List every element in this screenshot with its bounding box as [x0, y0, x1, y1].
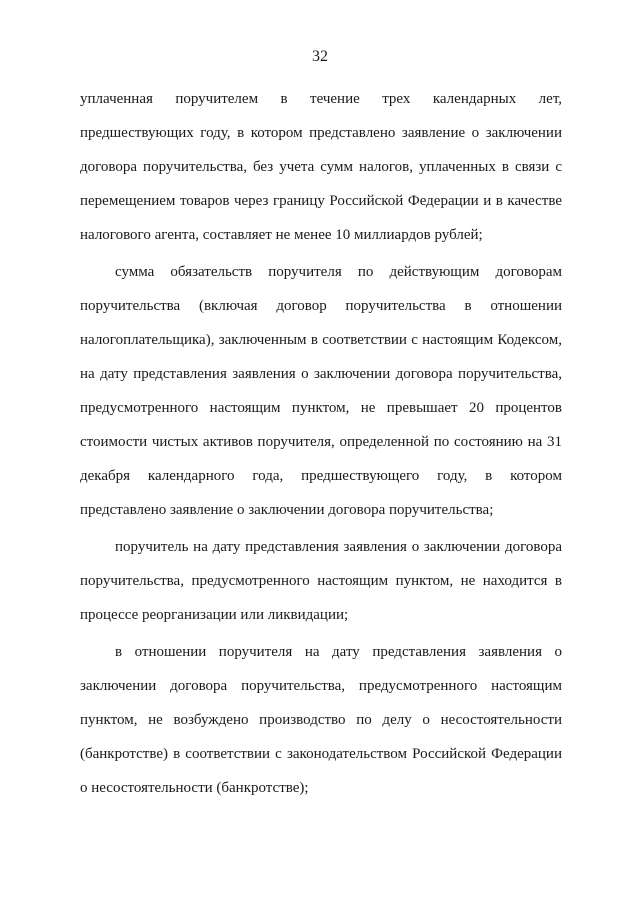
paragraph-line: перемещением товаров через границу Российской Федерации и в качестве — [80, 193, 562, 209]
paragraph-line: процессе реорганизации или ликвидации; — [80, 607, 349, 623]
paragraph-line: пунктом, не возбуждено производство по делу о несостоятельности — [80, 712, 562, 728]
page-number: 32 — [312, 48, 328, 65]
paragraph-line: представлено заявление о заключении договора поручительства; — [80, 502, 494, 518]
paragraph-line: налогоплательщика), заключенным в соответствии с настоящим Кодексом, — [80, 332, 562, 348]
paragraph-line: о несостоятельности (банкротстве); — [80, 780, 309, 796]
paragraph-line: в отношении поручителя на дату представления заявления о — [115, 644, 562, 660]
paragraph-line: поручительства (включая договор поручительства в отношении — [80, 298, 562, 314]
paragraph-line: заключении договора поручительства, предусмотренного настоящим — [80, 678, 562, 694]
paragraph-line: налогового агента, составляет не менее 10 миллиардов рублей; — [80, 227, 483, 243]
paragraph-line: уплаченная поручителем в течение трех календарных лет, — [80, 91, 562, 107]
paragraph-line: поручительства, предусмотренного настоящим пунктом, не находится в — [80, 573, 562, 589]
paragraph — [80, 82, 562, 252]
paragraph-line: сумма обязательств поручителя по действующим договорам — [115, 264, 562, 280]
document-body — [80, 82, 562, 805]
paragraph-line: (банкротстве) в соответствии с законодательством Российской Федерации — [80, 746, 562, 762]
paragraph-line: на дату представления заявления о заключении договора поручительства, — [80, 366, 562, 382]
paragraph-line: декабря календарного года, предшествующего году, в котором — [80, 468, 562, 484]
paragraph-line: стоимости чистых активов поручителя, определенной по состоянию на 31 — [80, 434, 562, 450]
paragraph — [80, 635, 562, 805]
paragraph-line: поручитель на дату представления заявления о заключении договора — [115, 539, 562, 555]
paragraph — [80, 255, 562, 527]
paragraph-line: договора поручительства, без учета сумм налогов, уплаченных в связи с — [80, 159, 562, 175]
paragraph-line: предшествующих году, в котором представлено заявление о заключении — [80, 125, 562, 141]
paragraph-line: предусмотренного настоящим пунктом, не превышает 20 процентов — [80, 400, 562, 416]
paragraph — [80, 530, 562, 632]
